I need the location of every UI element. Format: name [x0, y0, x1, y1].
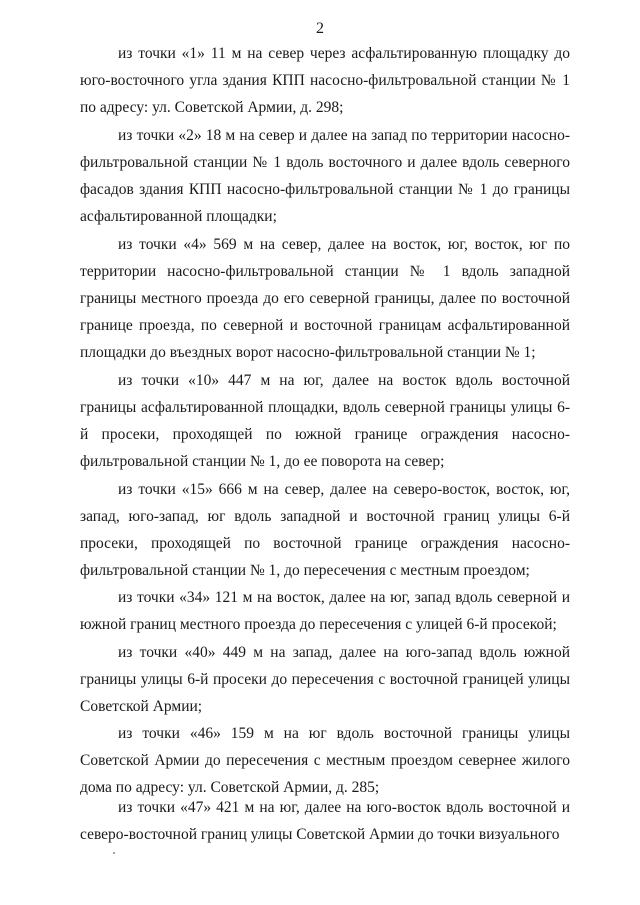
- paragraph-point-15: из точки «15» 666 м на север, далее на северо-восток, восток, юг, запад, юго-запад, юг вдоль западной и восточной границ улицы 6-й просеки, проходящей по восточной границе ограждения насосно-фильтровальной станции № 1, до пересечения с местным проездом;: [80, 481, 570, 579]
- paragraph-point-2: из точки «2» 18 м на север и далее на запад по территории насосно-фильтровальной станции № 1 вдоль восточного и далее вдоль северного фасадов здания КПП насосно-фильтровальной станции № 1 до границы асфальтированной площадки;: [80, 127, 570, 225]
- paragraph-point-40: из точки «40» 449 м на запад, далее на юго-запад вдоль южной границы улицы 6-й просеки до пересечения с восточной границей улицы Советской Армии;: [80, 644, 570, 715]
- paragraph-point-10: из точки «10» 447 м на юг, далее на восток вдоль восточной границы асфальтированной площадки, вдоль северной границы улицы 6-й просеки, проходящей по южной границе ограждения насосно-фильтровальной станции № 1, до ее поворота на север;: [80, 372, 570, 470]
- paragraph-point-4: из точки «4» 569 м на север, далее на восток, юг, восток, юг по территории насосно-фильтровальной станции № 1 вдоль западной границы местного проезда до его северной границы, далее по восточной границе проезда, по северной и восточной границам асфальтированной площадки до въездных ворот насосно-фильтровальной станции № 1;: [80, 236, 570, 361]
- paragraph-point-46: из точки «46» 159 м на юг вдоль восточной границы улицы Советской Армии до пересечения с местным проездом севернее жилого дома по адресу: ул. Советской Армии, д. 285;: [80, 725, 570, 796]
- paragraph-point-47: из точки «47» 421 м на юг, далее на юго-восток вдоль восточной и северо-восточной границ улицы Советской Армии до точки визуального: [80, 799, 570, 843]
- paragraph-point-34: из точки «34» 121 м на восток, далее на юг, запад вдоль северной и южной границ местного проезда до пересечения с улицей 6-й просекой;: [80, 589, 570, 633]
- paragraph-point-1: из точки «1» 11 м на север через асфальтированную площадку до юго-восточного угла здания КПП насосно-фильтровальной станции № 1 по адресу: ул. Советской Армии, д. 298;: [80, 45, 570, 116]
- scan-artifact: [113, 852, 115, 854]
- page-number: 2: [316, 20, 324, 37]
